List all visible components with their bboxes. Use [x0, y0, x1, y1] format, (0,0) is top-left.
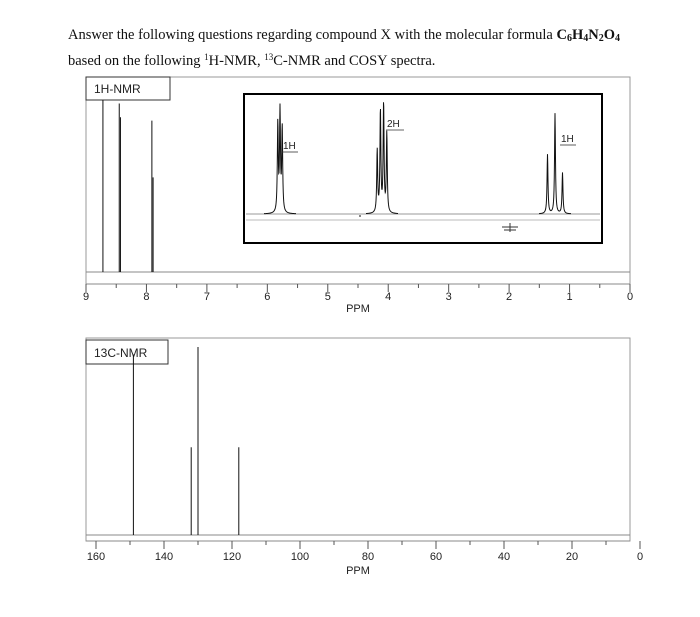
h-nmr-tick-label: 9 — [82, 291, 90, 303]
h-nmr-title: 1H-NMR — [94, 82, 141, 96]
h-nmr-xlabel: PPM — [346, 303, 370, 315]
h-nmr-chart — [83, 77, 633, 315]
c-nmr-tick-label: 120 — [222, 551, 242, 563]
h-nmr-tick-label: 8 — [143, 291, 150, 303]
c-nmr-tick-label: 20 — [565, 551, 579, 563]
inset-dot — [359, 215, 361, 217]
c-nmr-frame — [86, 338, 630, 541]
c-nmr-chart — [86, 338, 643, 577]
c-nmr-tick-label: 80 — [361, 551, 375, 563]
c-nmr-peaks — [133, 347, 238, 535]
h-nmr-tick-label: 1 — [566, 291, 573, 303]
h-nmr-tick-label: 7 — [203, 291, 210, 303]
h-nmr-ticks — [83, 284, 633, 303]
c-nmr-title: 13C-NMR — [94, 346, 148, 360]
c-nmr-tick-label: 0 — [636, 551, 644, 563]
molecular-formula: $C_6H_4N_2O_4$ — [556, 27, 620, 44]
h-nmr-peaks — [103, 100, 153, 272]
question-text: Answer the following questions regarding compound X with the molecular formula $C_6H_4N_2O_4$ based on the following $^1$H-NMR, $^{13}$C-NMR and COSY spectra. — [68, 27, 620, 69]
inset-label-1: 1H — [283, 141, 296, 152]
h-nmr-tick-label: 6 — [264, 291, 271, 303]
c-nmr-ticks — [87, 541, 643, 563]
c-nmr-tick-label: 140 — [154, 551, 174, 563]
inset-label-3: 1H — [561, 134, 574, 145]
inset-label-2: 2H — [387, 119, 400, 130]
h-nmr-tick-label: 3 — [445, 291, 452, 303]
h-nmr-inset — [244, 94, 602, 243]
c-nmr-tick-label: 40 — [497, 551, 511, 563]
c-nmr-tick-label: 60 — [429, 551, 443, 563]
c-nmr-tick-label: 160 — [86, 551, 106, 563]
c-nmr-tick-label: 100 — [290, 551, 310, 563]
h-nmr-tick-label: 5 — [324, 291, 331, 303]
c-nmr-xlabel: PPM — [346, 565, 370, 577]
h-nmr-tick-label: 2 — [506, 291, 513, 303]
h-nmr-tick-label: 4 — [385, 291, 392, 303]
h-nmr-tick-label: 0 — [626, 291, 634, 303]
